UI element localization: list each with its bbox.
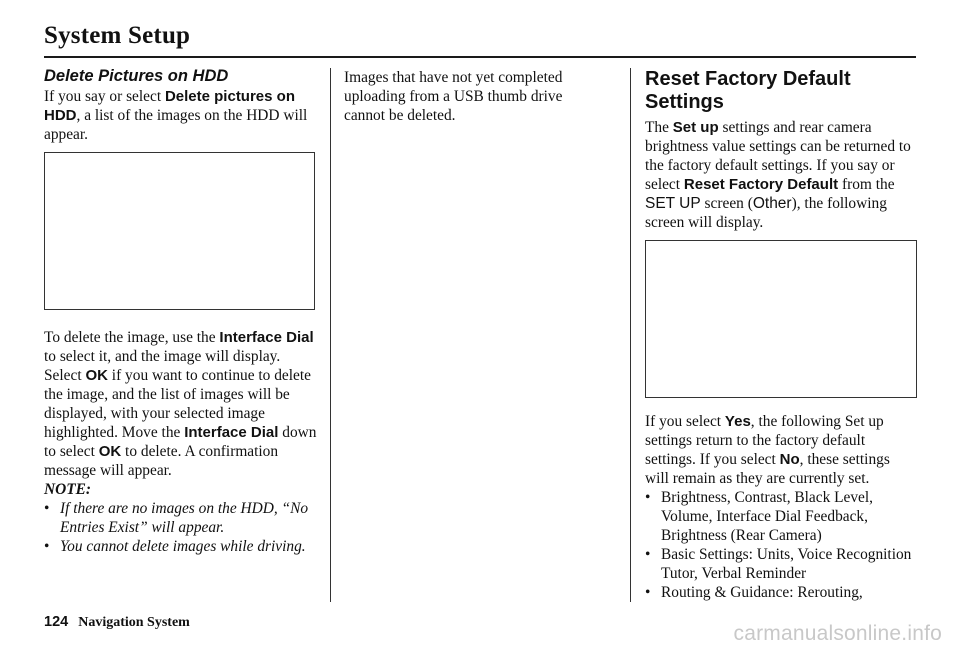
section-heading-delete-pictures: Delete Pictures on HDD (44, 67, 229, 85)
list-item: • Basic Settings: Units, Voice Recognition Tutor, Verbal Reminder (645, 545, 917, 583)
note-item: • If there are no images on the HDD, “No Entries Exist” will appear. (44, 499, 320, 537)
page-header-title: System Setup (44, 22, 191, 49)
note-label: NOTE: (44, 481, 92, 498)
paragraph-delete-steps (44, 328, 320, 480)
paragraph-delete-intro (44, 87, 320, 144)
column-divider-left (330, 68, 331, 602)
ui-term-no: No (779, 451, 800, 468)
ui-term-yes: Yes (724, 413, 751, 430)
ui-term-other: Other (752, 195, 792, 212)
text-run: The (645, 119, 673, 136)
text-run: If you say or select (44, 88, 165, 105)
list-item: • Routing & Guidance: Rerouting, (645, 583, 917, 602)
section-heading-reset-factory: Reset Factory Default Settings (645, 68, 851, 113)
text-run: To delete the image, use the (44, 329, 220, 346)
text-run: to delete. A confirmation message will appear. (44, 443, 279, 479)
text-run: down to select (44, 424, 317, 460)
column-left (44, 66, 320, 556)
ui-term-setup-screen: SET UP (645, 195, 701, 212)
ui-term-interface-dial: Interface Dial (219, 329, 314, 346)
footer-title: Navigation System (78, 615, 190, 630)
ui-term-interface-dial: Interface Dial (184, 424, 279, 441)
text-run: to select it, and the image will display. Select (44, 348, 281, 384)
note-list (44, 499, 320, 556)
reset-settings-list (645, 488, 917, 602)
ui-term-ok: OK (98, 443, 122, 460)
text-run: If you select (645, 413, 725, 430)
text-run: , a list of the images on the HDD will appear. (44, 107, 308, 143)
paragraph-usb-note: Images that have not yet completed uploading from a USB thumb drive cannot be deleted. (344, 69, 563, 124)
text-run: ), the following screen will display. (645, 195, 887, 231)
text-run: screen ( (700, 195, 753, 212)
text-run: settings and rear camera brightness value settings can be returned to the factory default settings. If you say or select (645, 119, 911, 193)
screenshot-placeholder-reset-confirm (645, 240, 917, 398)
watermark-text: carmanualsonline.info (733, 622, 942, 645)
list-item: • Brightness, Contrast, Black Level, Volume, Interface Dial Feedback, Brightness (Rear Camera) (645, 488, 917, 545)
screenshot-placeholder-hdd-list (44, 152, 315, 310)
page-number: 124 (44, 614, 69, 630)
ui-term-delete-pictures: Delete pictures on HDD (44, 88, 295, 124)
text-run: , the following Set up settings return to the factory default settings. If you select (645, 413, 884, 468)
text-run: from the (838, 176, 895, 193)
ui-term-set-up: Set up (672, 119, 719, 136)
text-run: , these settings will remain as they are currently set. (645, 451, 890, 487)
ui-term-ok: OK (85, 367, 108, 384)
ui-term-reset-factory-default: Reset Factory Default (683, 176, 839, 193)
paragraph-reset-intro (645, 118, 917, 232)
paragraph-reset-result (645, 412, 917, 488)
column-middle (344, 68, 606, 125)
column-divider-right (630, 68, 631, 602)
column-right (645, 68, 917, 602)
text-run: if you want to continue to delete the image, and the list of images will be displayed, with your selected image highlighted. Move the (44, 367, 311, 441)
page-footer (44, 614, 190, 631)
note-item: • You cannot delete images while driving. (44, 537, 320, 556)
header-rule (44, 56, 916, 58)
